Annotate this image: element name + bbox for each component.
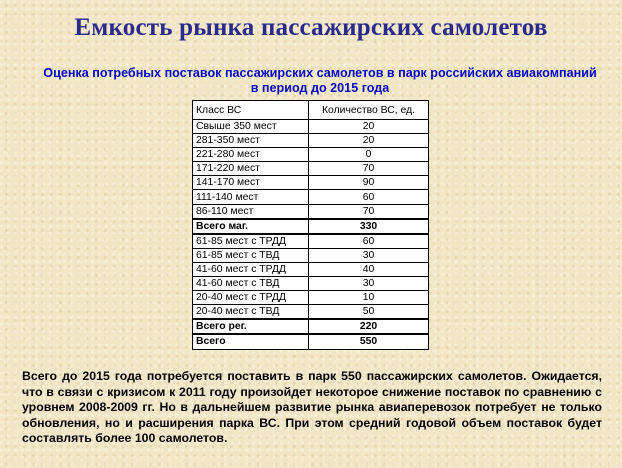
- row-value: 70: [309, 162, 429, 176]
- table-row: [193, 120, 429, 134]
- table-header-row: [193, 101, 429, 120]
- row-value: 20: [309, 134, 429, 148]
- row-label: Свыше 350 мест: [193, 120, 309, 134]
- row-label: 86-110 мест: [193, 204, 309, 219]
- table-row: [193, 234, 429, 249]
- row-value: 30: [309, 248, 429, 262]
- row-value: 0: [309, 148, 429, 162]
- column-header-quantity: Количество ВС, ед.: [309, 101, 429, 120]
- total-row: [193, 334, 429, 349]
- subtotal-row-mainline: [193, 219, 429, 234]
- row-value: 60: [309, 190, 429, 204]
- row-label: 111-140 мест: [193, 190, 309, 204]
- table-row: [193, 248, 429, 262]
- row-value: 220: [309, 319, 429, 334]
- row-value: 20: [309, 120, 429, 134]
- table-caption: Оценка потребных поставок пассажирских самолетов в парк российских авиакомпаний в период до 2015 года: [43, 66, 597, 95]
- summary-paragraph: Всего до 2015 года потребуется поставить в парк 550 пассажирских самолетов. Ожидается, что в связи с кризисом к 2011 году произойдет некоторое снижение поставок по сравнению с уровнем 2008-2009 гг. Но в дальнейшем развитие рынка авиаперевозок потребует не только обновления, но и расширения парка ВС. При этом средний годовой объем поставок будет составлять более 100 самолетов.: [22, 369, 602, 446]
- row-value: 40: [309, 262, 429, 276]
- table-row: [193, 190, 429, 204]
- table-row: [193, 262, 429, 276]
- row-value: 10: [309, 291, 429, 305]
- table-row: [193, 204, 429, 219]
- row-label: Всего маг.: [193, 219, 309, 234]
- row-value: 90: [309, 176, 429, 190]
- row-label: 221-280 мест: [193, 148, 309, 162]
- row-value: 70: [309, 204, 429, 219]
- row-value: 30: [309, 277, 429, 291]
- table-row: [193, 277, 429, 291]
- column-header-class: Класс ВС: [193, 101, 309, 120]
- page-title: Емкость рынка пассажирских самолетов: [74, 14, 548, 41]
- row-label: 61-85 мест с ТРДД: [193, 234, 309, 249]
- row-value: 550: [309, 334, 429, 349]
- row-label: Всего: [193, 334, 309, 349]
- row-label: 281-350 мест: [193, 134, 309, 148]
- table-row: [193, 176, 429, 190]
- row-label: 20-40 мест с ТРДД: [193, 291, 309, 305]
- row-label: Всего рег.: [193, 319, 309, 334]
- row-label: 141-170 мест: [193, 176, 309, 190]
- table-row: [193, 305, 429, 320]
- subtotal-row-regional: [193, 319, 429, 334]
- table-row: [193, 148, 429, 162]
- table-row: [193, 162, 429, 176]
- table-row: [193, 291, 429, 305]
- row-label: 61-85 мест с ТВД: [193, 248, 309, 262]
- table-row: [193, 134, 429, 148]
- deliveries-table: [192, 100, 429, 350]
- row-value: 330: [309, 219, 429, 234]
- row-value: 60: [309, 234, 429, 249]
- row-label: 171-220 мест: [193, 162, 309, 176]
- row-label: 41-60 мест с ТВД: [193, 277, 309, 291]
- row-label: 20-40 мест с ТВД: [193, 305, 309, 320]
- row-label: 41-60 мест с ТРДД: [193, 262, 309, 276]
- row-value: 50: [309, 305, 429, 320]
